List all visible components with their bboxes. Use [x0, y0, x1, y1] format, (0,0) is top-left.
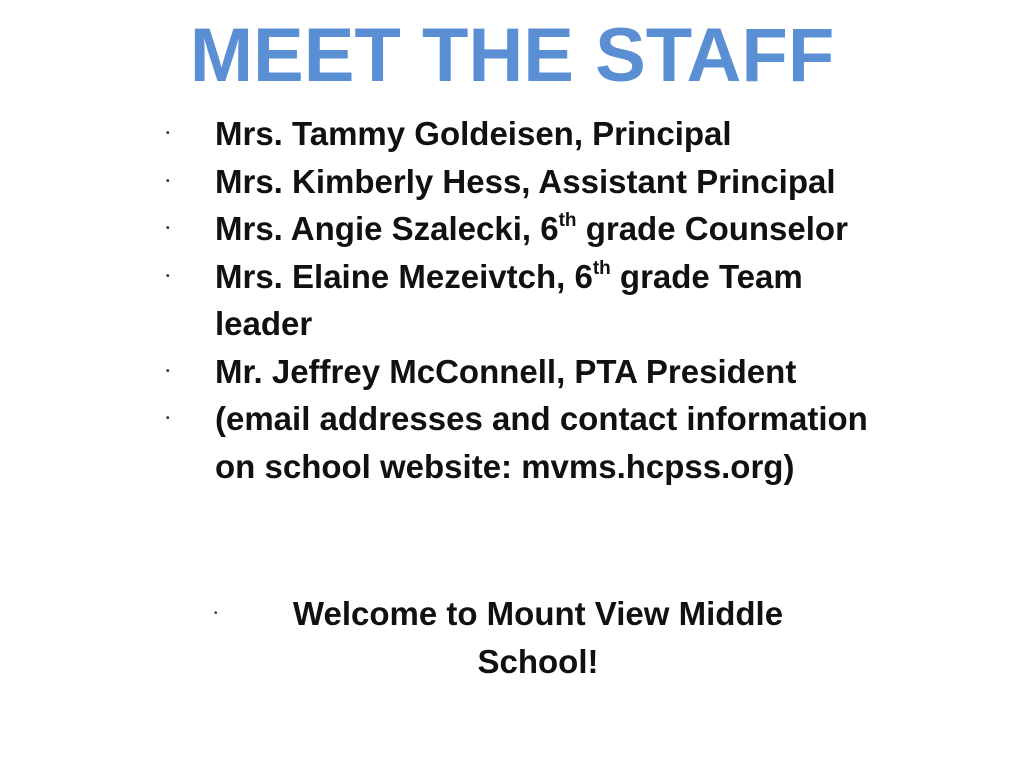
bullet-icon: • [214, 608, 218, 619]
contact-note [0, 395, 875, 490]
bullet-icon: • [166, 175, 170, 187]
bullet-icon: • [166, 128, 170, 139]
bullet-icon: • [166, 223, 170, 234]
staff-text-prefix: Mrs. Angie Szalecki, 6 [215, 210, 559, 247]
bullet-icon: • [166, 413, 170, 424]
staff-text: Mr. Jeffrey McConnell, PTA President [215, 352, 797, 390]
staff-text-prefix: Mrs. Elaine Mezeivtch, 6 [215, 257, 593, 295]
staff-text: Mrs. Kimberly Hess, Assistant Principal [215, 162, 836, 200]
staff-item-pta-president [0, 348, 875, 396]
closing-text: Welcome to Mount View Middle School! [292, 595, 784, 680]
ordinal-suffix: th [558, 210, 577, 231]
staff-item-counselor [0, 205, 875, 253]
staff-text-suffix: grade Counselor [576, 210, 848, 247]
closing-message [0, 590, 1024, 685]
bullet-icon: • [166, 365, 170, 377]
staff-text-suffix: grade Team leader [215, 257, 803, 342]
page-title: MEET THE STAFF [189, 13, 835, 98]
contact-note-text: (email addresses and contact information on school website: mvms.hcpss.org) [215, 400, 868, 485]
bullet-icon: • [166, 270, 170, 282]
ordinal-suffix: th [592, 257, 611, 279]
staff-list [0, 110, 1024, 490]
staff-item-assistant-principal [0, 158, 875, 206]
staff-item-principal [0, 110, 875, 158]
staff-text: Mrs. Tammy Goldeisen, Principal [215, 115, 732, 152]
staff-item-team-leader [0, 253, 875, 348]
